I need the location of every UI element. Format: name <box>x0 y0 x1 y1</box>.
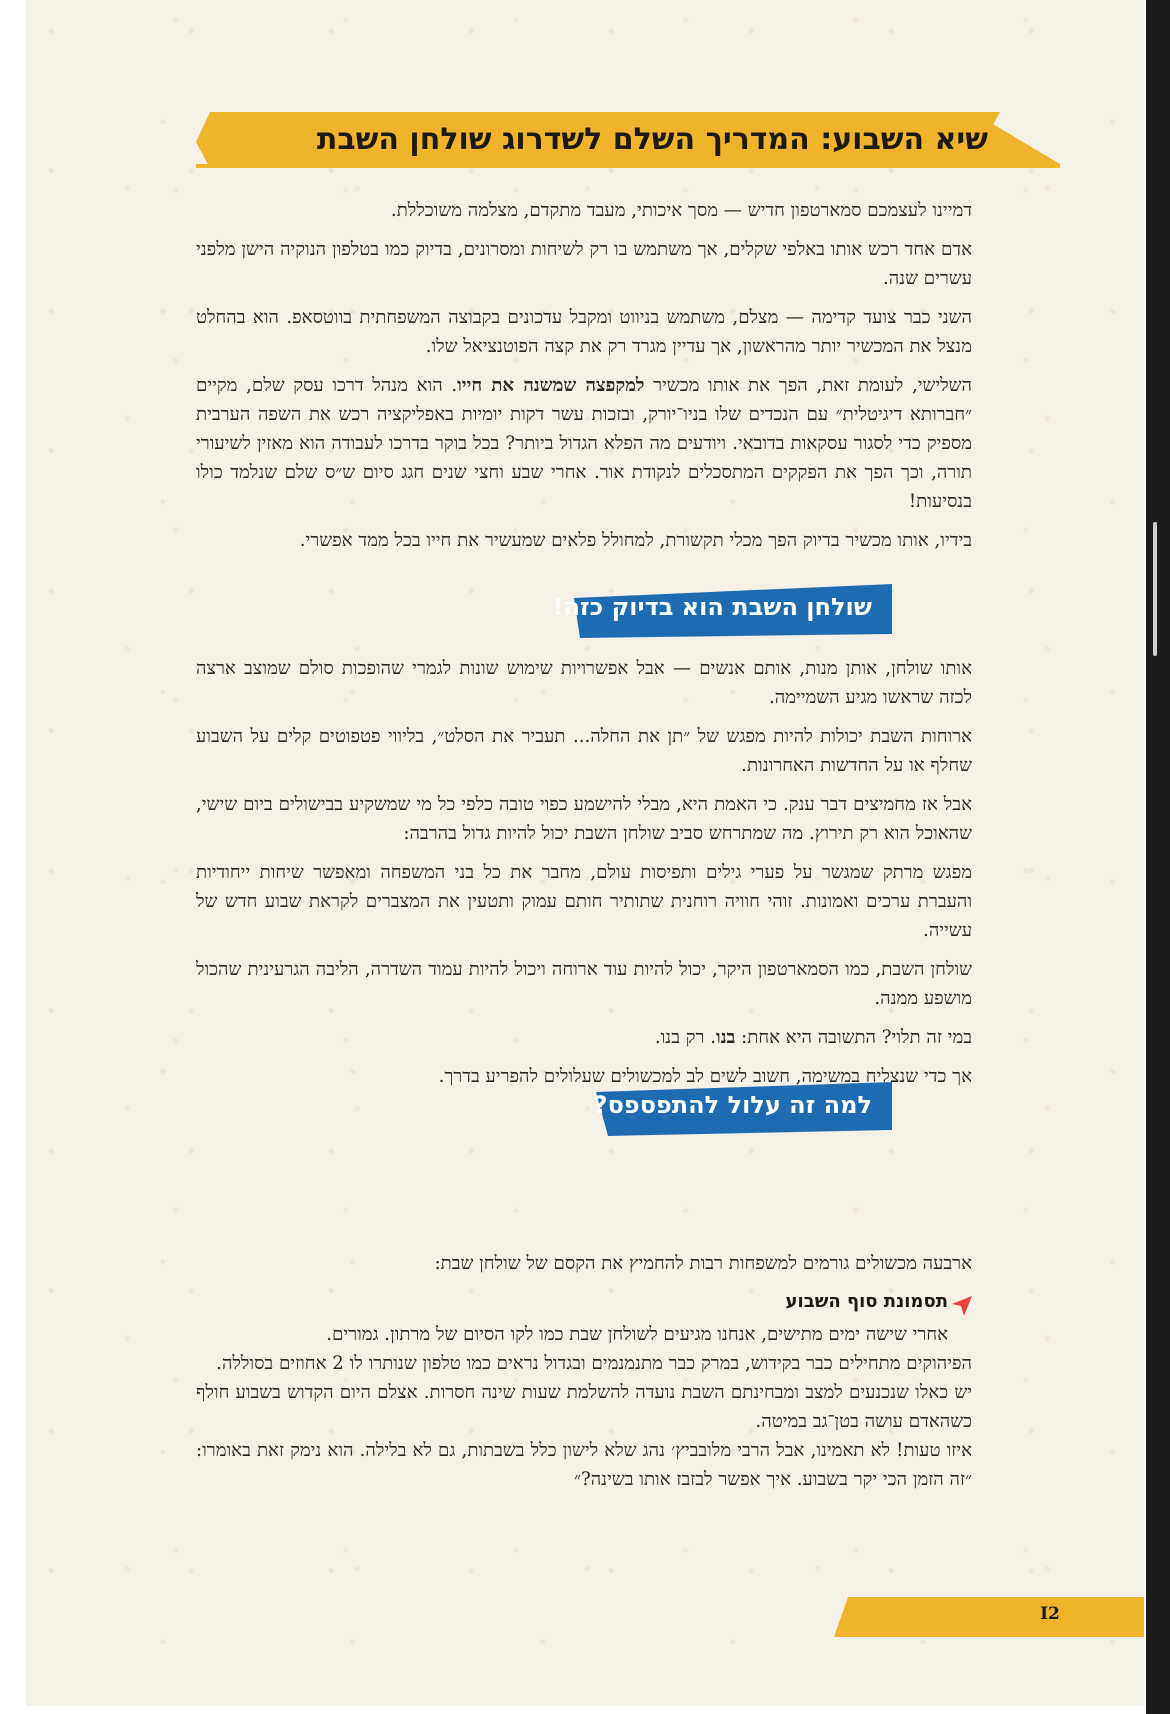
bold-text: למקפצה שמשנה את חייו <box>457 375 645 396</box>
paragraph: אך כדי שנצליח במשימה, חשוב לשים לב למכשולים שעלולים להפריע בדרך. <box>438 1066 972 1087</box>
text-run: . רק בנו. <box>654 1027 716 1048</box>
intro-section <box>196 196 972 565</box>
section2-intro <box>196 1249 972 1288</box>
paragraph: דמיינו לעצמכם סמארטפון חדיש — מסך איכותי, מעבד מתקדם, מצלמה משוכללת. <box>390 200 972 221</box>
paragraph <box>196 1023 972 1052</box>
paragraph: מפגש מרתק שמגשר על פערי גילים ותפיסות עולם, מחבר את כל בני המשפחה ומאפשר שיחות ייחודיות והעברת ערכים ואמונות. זוהי חוויה רוחנית שתותיר חותם עמוק ותטעין את המצברים לקראת שבוע חדש של עשייה. <box>196 862 972 941</box>
red-arrow-icon <box>952 1294 972 1316</box>
bold-text: בנו <box>715 1027 736 1048</box>
text-run: . הוא מנהל דרכו עסק שלם, מקיים ״חברותא דיגיטלית״ עם הנכדים שלו בניו־יורק, ובזכות עשר דקות יומיות באפליקציה רכש את השפה הערבית מספיק כדי לסגור עסקאות בדובאי. ויודעים מה הפלא הגדול ביותר? בכל בוקר בדרכו לעבודה הוא מאזין לשיעורי תורה, וכך הפך את הפקקים המתסכלים לנקודת אור. אחרי שבע וחצי שנים חגג סיום ש״ס שלם שנלמד כולו בנסיעות! <box>196 375 972 512</box>
paragraph <box>196 371 972 516</box>
obstacle-heading <box>196 1291 972 1319</box>
paragraph: ארבעה מכשולים גורמים למשפחות רבות להחמיץ את הקסם של שולחן שבת: <box>434 1253 972 1274</box>
paragraph: אחרי שישה ימים מתישים, אנחנו מגיעים לשולחן שבת כמו לקו הסיום של מרתון. גמורים. <box>326 1324 948 1345</box>
footer-bar-shape <box>834 1597 1144 1637</box>
obstacle-body <box>196 1320 972 1494</box>
paragraph: הפיהוקים מתחילים כבר בקידוש, במרק כבר מתנמנמים ובגדול נראים כמו טלפון שנותרו לו 2 אחוזים בסוללה. <box>216 1353 972 1374</box>
section-heading: למה זה עלול להתפספס? <box>593 1091 872 1119</box>
paragraph: אותו שולחן, אותן מנות, אותם אנשים — אבל אפשרויות שימוש שונות לגמרי שהופכות סולם שמוצב ארצה לכזה שראשו מגיע השמיימה. <box>196 658 972 708</box>
paragraph: אדם אחד רכש אותו באלפי שקלים, אך משתמש בו רק לשיחות ומסרונים, בדיוק כמו בטלפון הנוקיה הישן מלפני עשרים שנה. <box>196 239 972 289</box>
paragraph: ארוחות השבת יכולות להיות מפגש של ״תן את החלה... תעביר את הסלט״, בליווי פטפוטים קלים על השבוע שחלף או על החדשות האחרונות. <box>196 726 972 776</box>
page-number: I2 <box>1040 1604 1060 1624</box>
viewer-scrollbar-track[interactable] <box>1146 0 1170 1714</box>
section-heading-banner <box>552 584 892 638</box>
page-title: שיא השבוע: המדריך השלם לשדרוג שולחן השבת <box>316 122 988 157</box>
paragraph: יש כאלו שנכנעים למצב ומבחינתם השבת נועדה להשלמת שעות שינה חסרות. אצלם היום הקדוש בשבוע חולף כשהאדם עושה בטן־גב במיטה. <box>196 1382 972 1432</box>
section1-body <box>196 654 972 1101</box>
viewer-scrollbar-thumb[interactable] <box>1153 522 1157 656</box>
text-run: במי זה תלוי? התשובה היא אחת: <box>735 1027 972 1048</box>
paragraph: בידיו, אותו מכשיר בדיוק הפך מכלי תקשורת, למחולל פלאים שמעשיר את חייו בכל ממד אפשרי. <box>299 530 972 551</box>
section-heading-banner <box>593 1082 892 1136</box>
section-heading: שולחן השבת הוא בדיוק כזה! <box>552 593 872 621</box>
obstacle-title: תסמונת סוף השבוע <box>785 1291 948 1312</box>
paragraph: אבל אז מחמיצים דבר ענק. כי האמת היא, מבלי להישמע כפוי טובה כלפי כל מי שמשקיע בבישולים ביום שישי, שהאוכל הוא רק תירוץ. מה שמתרחש סביב שולחן השבת יכול להיות גדול בהרבה: <box>196 794 972 844</box>
paragraph: שולחן השבת, כמו הסמארטפון היקר, יכול להיות עוד ארוחה ויכול להיות עמוד השדרה, הליבה הגרעינית שהכול מושפע ממנה. <box>196 959 972 1009</box>
text-run: השלישי, לעומת זאת, הפך את אותו מכשיר <box>644 375 972 396</box>
paragraph: השני כבר צועד קדימה — מצלם, משתמש בניווט ומקבל עדכונים בקבוצה המשפחתית בווטסאפ. הוא בהחלט מנצל את המכשיר יותר מהראשון, אך עדיין מגרד רק את קצה הפוטנציאל שלו. <box>196 307 972 357</box>
title-banner <box>196 112 1060 176</box>
paragraph: איזו טעות! לא תאמינו, אבל הרבי מלובביץ׳ נהג שלא לישון כלל בשבתות, גם לא בלילה. הוא נימק זאת באומרו: ״זה הזמן הכי יקר בשבוע. איך אפשר לבזבז אותו בשינה?״ <box>196 1440 972 1490</box>
footer-bar <box>834 1597 1144 1637</box>
